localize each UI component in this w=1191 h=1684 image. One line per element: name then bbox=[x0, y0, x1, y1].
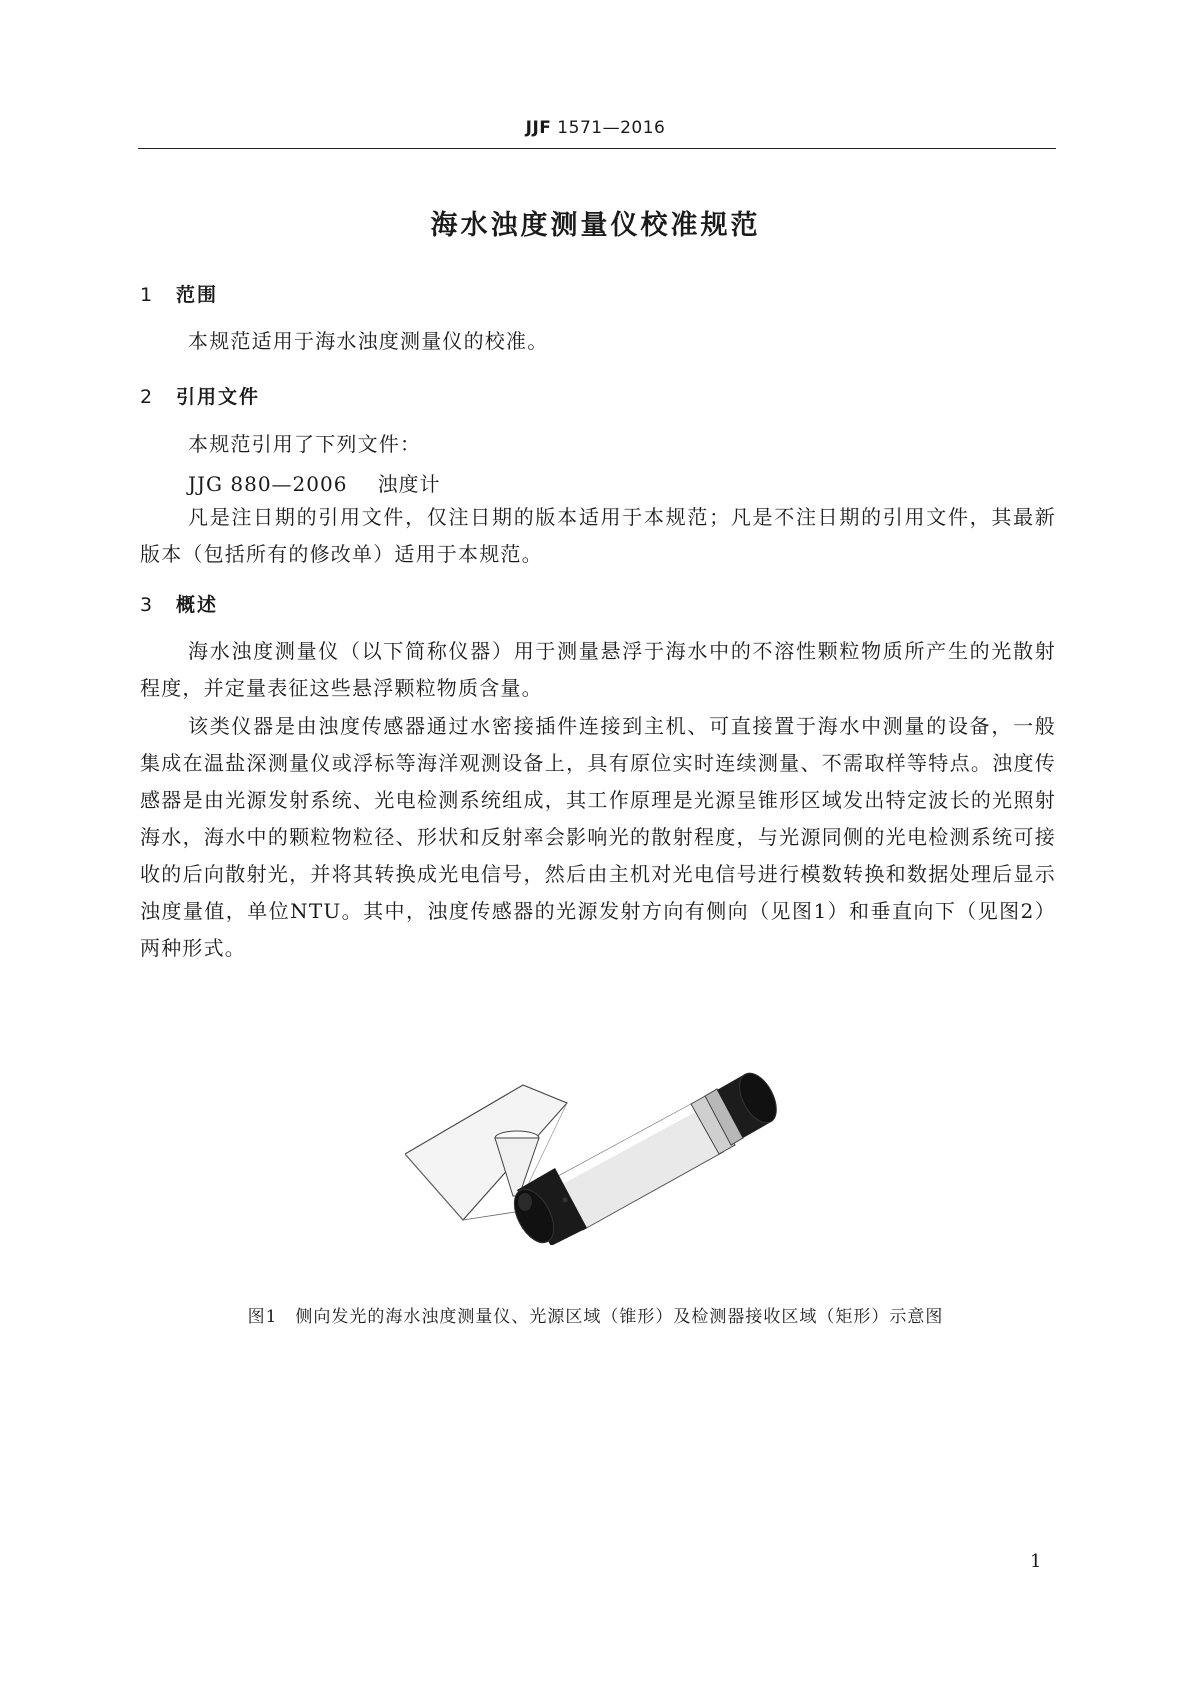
section-title: 概述 bbox=[176, 594, 219, 616]
reference-entry bbox=[188, 468, 440, 497]
document-title: 海水浊度测量仪校准规范 bbox=[430, 210, 761, 241]
section-number: 2 bbox=[140, 386, 155, 408]
section-heading-scope bbox=[140, 280, 218, 307]
turbidity-sensor-figure bbox=[405, 1060, 805, 1245]
section-title: 范围 bbox=[176, 284, 219, 306]
sensor-body bbox=[506, 1067, 784, 1245]
section-number: 1 bbox=[140, 284, 155, 306]
section-heading-references bbox=[140, 382, 260, 409]
section-number: 3 bbox=[140, 594, 155, 616]
figure-caption: 图1 侧向发光的海水浊度测量仪、光源区域（锥形）及检测器接收区域（矩形）示意图 bbox=[247, 1307, 944, 1327]
header-rule bbox=[138, 148, 1056, 149]
reference-code: JJG 880—2006 bbox=[188, 472, 348, 496]
header-code-prefix: JJF bbox=[525, 118, 552, 138]
references-note: 凡是注日期的引用文件，仅注日期的版本适用于本规范；凡是不注日期的引用文件，其最新版本（包括所有的修改单）适用于本规范。 bbox=[140, 505, 1056, 566]
page-number: 1 bbox=[1030, 1551, 1042, 1572]
scope-paragraph: 本规范适用于海水浊度测量仪的校准。 bbox=[188, 329, 549, 353]
overview-paragraph-1: 海水浊度测量仪（以下简称仪器）用于测量悬浮于海水中的不溶性颗粒物质所产生的光散射程度，并定量表征这些悬浮颗粒物质含量。 bbox=[140, 639, 1056, 700]
standard-code-header bbox=[0, 118, 1191, 138]
reference-name: 浊度计 bbox=[377, 472, 441, 496]
header-code-number: 1571—2016 bbox=[551, 118, 666, 138]
references-intro: 本规范引用了下列文件： bbox=[188, 432, 422, 456]
section-heading-overview bbox=[140, 590, 218, 617]
overview-paragraph-2: 该类仪器是由浊度传感器通过水密接插件连接到主机、可直接置于海水中测量的设备，一般集成在温盐深测量仪或浮标等海洋观测设备上，具有原位实时连续测量、不需取样等特点。浊度传感器是由光源发射系统、光电检测系统组成，其工作原理是光源呈锥形区域发出特定波长的光照射海水，海水中的颗粒物粒径、形状和反射率会影响光的散射程度，与光源同侧的光电检测系统可接收的后向散射光，并将其转换成光电信号，然后由主机对光电信号进行模数转换和数据处理后显示浊度量值，单位NTU。其中，浊度传感器的光源发射方向有侧向（见图1）和垂直向下（见图2）两种形式。 bbox=[140, 714, 1056, 960]
section-title: 引用文件 bbox=[176, 386, 261, 408]
